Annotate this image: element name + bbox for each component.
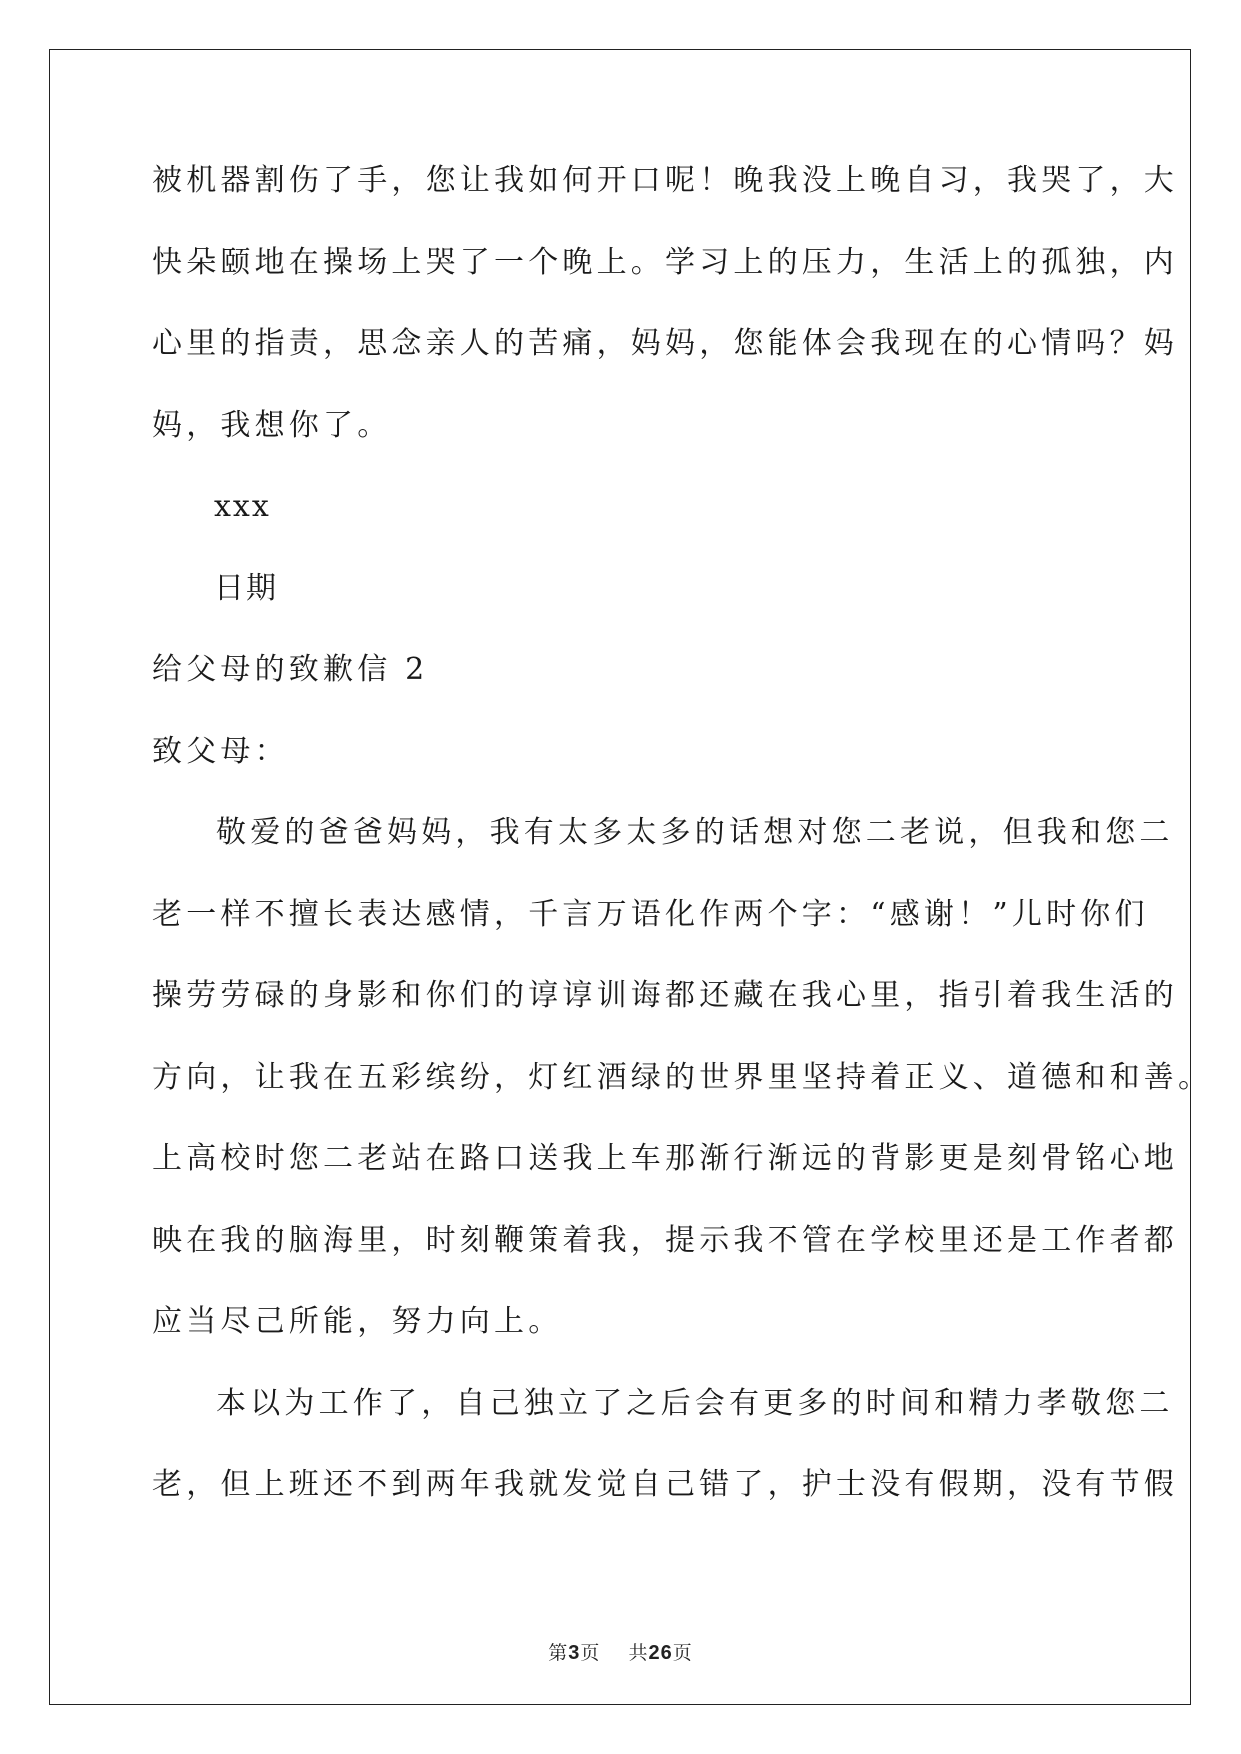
total-page-count: 26 — [648, 1642, 673, 1664]
current-page-number: 3 — [568, 1642, 581, 1664]
signature-date: 日期 — [214, 570, 278, 606]
document-body — [152, 163, 1213, 1549]
paragraph-line: 映在我的脑海里，时刻鞭策着我，提示我不管在学校里还是工作者都 — [152, 1222, 1178, 1258]
salutation: 致父母： — [152, 733, 289, 769]
paragraph-line: 应当尽己所能，努力向上。 — [152, 1304, 563, 1339]
letter-title: 给父母的致歉信 2 — [152, 652, 429, 687]
paragraph-line: 妈，我想你了。 — [152, 407, 392, 443]
paragraph-line: 本以为工作了，自己独立了之后会有更多的时间和精力孝敬您二 — [216, 1385, 1174, 1421]
paragraph-line: 被机器割伤了手，您让我如何开口呢！晚我没上晚自习，我哭了，大 — [152, 163, 1178, 198]
paragraph-line: 老一样不擅长表达感情，千言万语化作两个字：“感谢！”儿时你们 — [152, 896, 1149, 932]
footer-prefix: 第 — [548, 1642, 569, 1664]
footer-page-suffix: 页 — [580, 1642, 601, 1664]
paragraph-line: 心里的指责，思念亲人的苦痛，妈妈，您能体会我现在的心情吗？妈 — [152, 326, 1178, 361]
paragraph-line: 敬爱的爸爸妈妈，我有太多太多的话想对您二老说，但我和您二 — [216, 815, 1174, 850]
paragraph-line: 上高校时您二老站在路口送我上车那渐行渐远的背影更是刻骨铭心地 — [152, 1141, 1178, 1176]
signature-name: xxx — [214, 489, 271, 524]
footer-total-prefix: 共 — [628, 1642, 649, 1664]
paragraph-line: 操劳劳碌的身影和你们的谆谆训诲都还藏在我心里，指引着我生活的 — [152, 978, 1178, 1013]
paragraph-line: 方向，让我在五彩缤纷，灯红酒绿的世界里坚持着正义、道德和和善。 — [152, 1059, 1213, 1095]
paragraph-line: 老，但上班还不到两年我就发觉自己错了，护士没有假期，没有节假 — [152, 1467, 1178, 1502]
page-footer — [0, 1638, 1241, 1665]
paragraph-line: 快朵颐地在操场上哭了一个晚上。学习上的压力，生活上的孤独，内 — [152, 244, 1178, 280]
footer-total-suffix: 页 — [672, 1642, 693, 1664]
